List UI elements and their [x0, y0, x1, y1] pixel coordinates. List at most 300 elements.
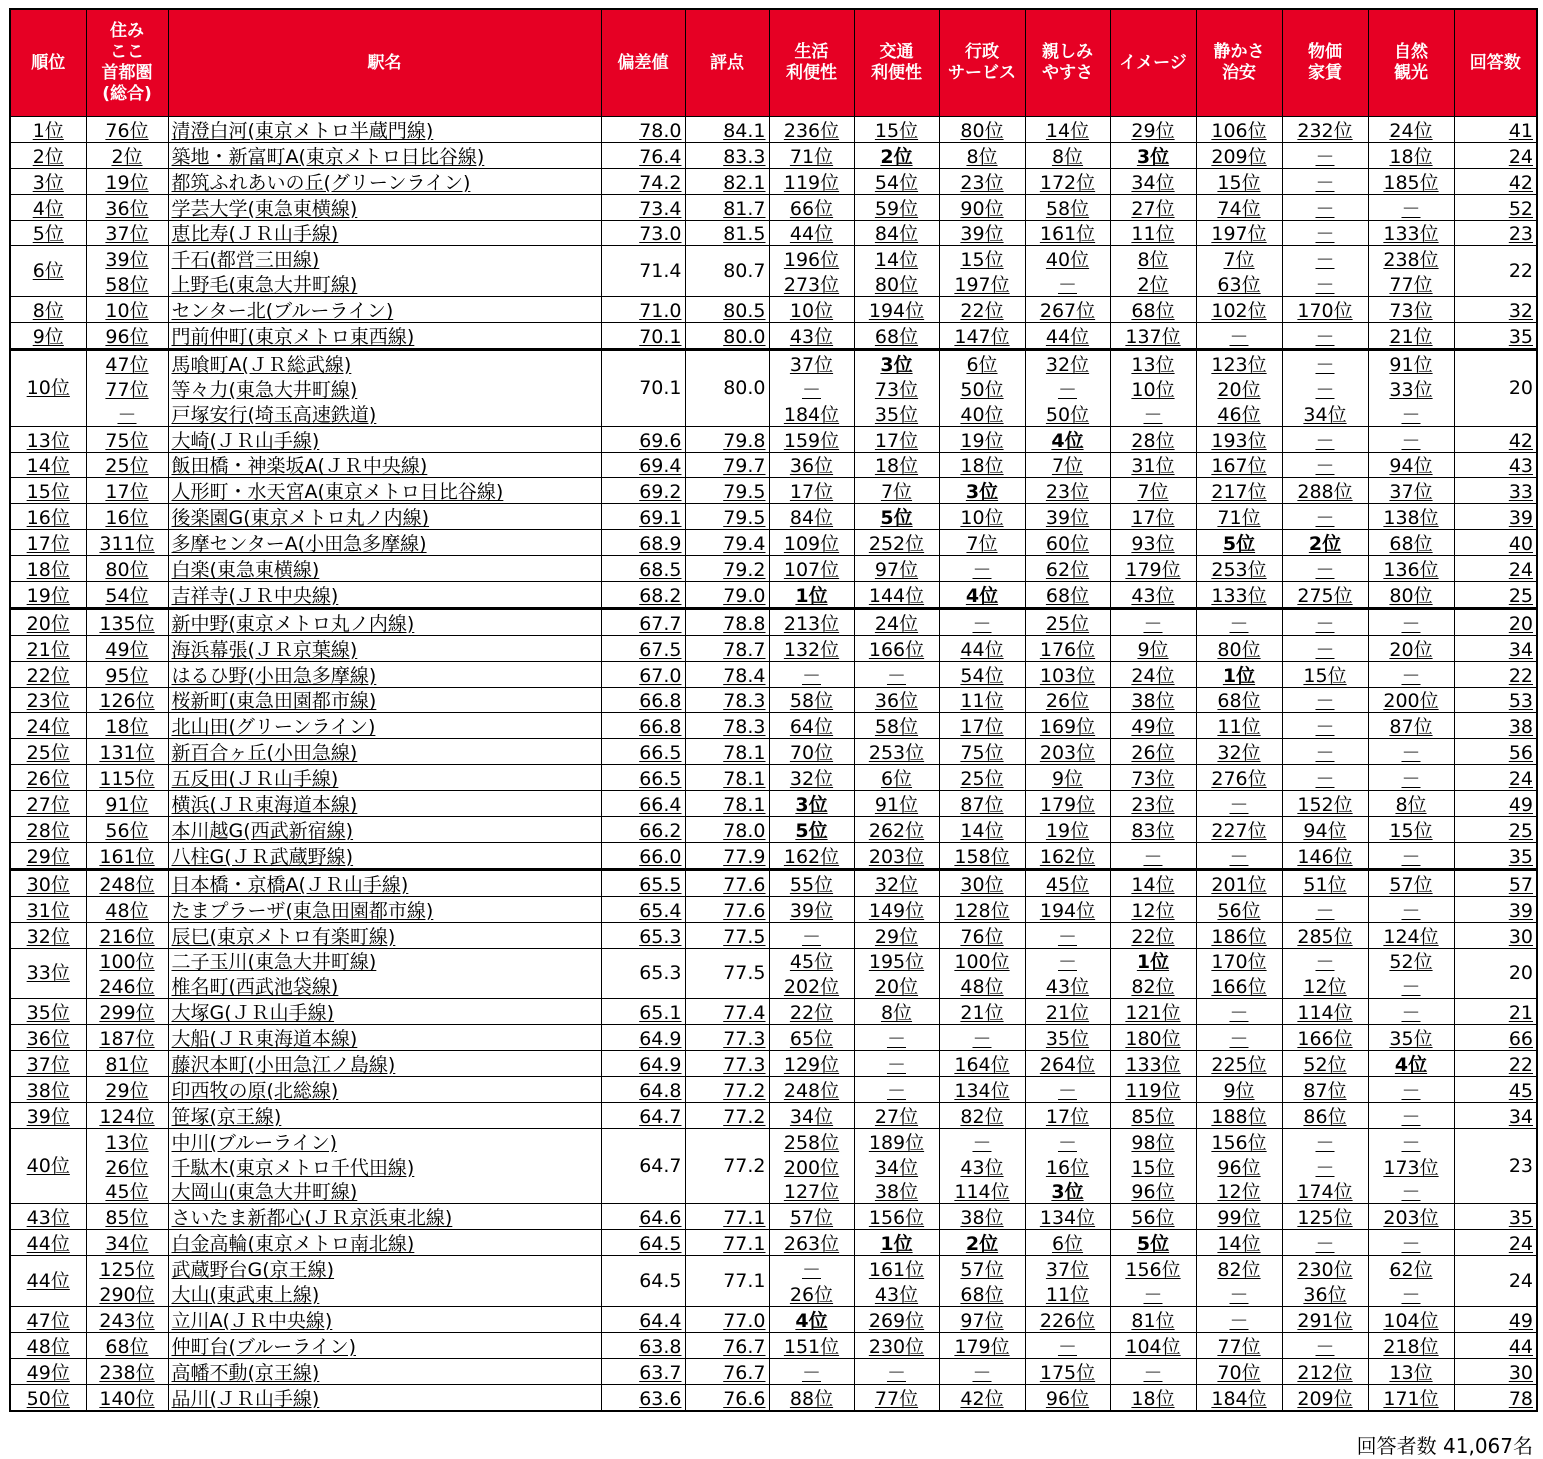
deviation-cell: 74.2 — [601, 168, 685, 194]
living-rank-cell: 263位 — [769, 1230, 854, 1256]
transport-rank-cell: 195位 — [854, 948, 939, 973]
living-rank-cell: 55位 — [769, 869, 854, 896]
friendly-rank-cell: 4位 — [1025, 426, 1110, 452]
admin-rank-cell: 3位 — [939, 478, 1025, 504]
image-rank-cell: 81位 — [1110, 1306, 1196, 1332]
transport-rank-cell: 3位 — [854, 350, 939, 376]
deviation-cell: 70.1 — [601, 323, 685, 350]
rank-cell: 23位 — [10, 687, 86, 713]
sumiko-rank-cell: 16位 — [86, 504, 168, 530]
deviation-cell: 66.5 — [601, 739, 685, 765]
admin-rank-cell: 15位 — [939, 246, 1025, 271]
image-rank-cell: 73位 — [1110, 765, 1196, 791]
nature-rank-cell: － — [1368, 842, 1454, 869]
deviation-cell: 67.5 — [601, 635, 685, 661]
station-name-cell: 笹塚(京王線) — [168, 1102, 601, 1128]
sumiko-rank-cell: 26位 — [86, 1154, 168, 1179]
answers-cell: 78 — [1454, 1384, 1537, 1410]
score-cell: 80.0 — [685, 350, 769, 427]
friendly-rank-cell: － — [1025, 376, 1110, 401]
nature-rank-cell: － — [1368, 1102, 1454, 1128]
answers-cell: 30 — [1454, 922, 1537, 948]
station-name-cell: 海浜幕張(ＪＲ京葉線) — [168, 635, 601, 661]
admin-rank-cell: 38位 — [939, 1204, 1025, 1230]
friendly-rank-cell: 3位 — [1025, 1179, 1110, 1204]
friendly-rank-cell: 8位 — [1025, 142, 1110, 168]
rank-cell: 26位 — [10, 765, 86, 791]
friendly-rank-cell: 16位 — [1025, 1154, 1110, 1179]
quiet-rank-cell: 46位 — [1196, 401, 1282, 426]
price-rank-cell: 94位 — [1282, 817, 1368, 843]
quiet-rank-cell: 170位 — [1196, 948, 1282, 973]
station-name-cell: 都筑ふれあいの丘(グリーンライン) — [168, 168, 601, 194]
transport-rank-cell: 161位 — [854, 1256, 939, 1281]
nature-rank-cell: 91位 — [1368, 350, 1454, 376]
table-row — [10, 687, 1537, 713]
friendly-rank-cell: 40位 — [1025, 246, 1110, 271]
price-rank-cell: 285位 — [1282, 922, 1368, 948]
sumiko-rank-cell: 299位 — [86, 999, 168, 1025]
table-row — [10, 271, 1537, 296]
living-rank-cell: 71位 — [769, 142, 854, 168]
friendly-rank-cell: － — [1025, 271, 1110, 296]
rank-cell: 31位 — [10, 896, 86, 922]
rank-cell: 10位 — [10, 350, 86, 427]
admin-rank-cell: 6位 — [939, 350, 1025, 376]
price-rank-cell: 166位 — [1282, 1025, 1368, 1051]
image-rank-cell: － — [1110, 1281, 1196, 1306]
nature-rank-cell: 94位 — [1368, 452, 1454, 478]
sumiko-rank-cell: 187位 — [86, 1025, 168, 1051]
admin-rank-cell: 40位 — [939, 401, 1025, 426]
image-rank-cell: 5位 — [1110, 1230, 1196, 1256]
table-row — [10, 765, 1537, 791]
answers-cell: 41 — [1454, 117, 1537, 143]
sumiko-rank-cell: 47位 — [86, 350, 168, 376]
station-name-cell: 千石(都営三田線) — [168, 246, 601, 271]
transport-rank-cell: 230位 — [854, 1332, 939, 1358]
friendly-rank-cell: 96位 — [1025, 1384, 1110, 1410]
header-station: 駅名 — [168, 9, 601, 117]
nature-rank-cell: 35位 — [1368, 1025, 1454, 1051]
quiet-rank-cell: － — [1196, 1281, 1282, 1306]
header-price-rent: 物価 家賃 — [1282, 9, 1368, 117]
rank-cell: 28位 — [10, 817, 86, 843]
transport-rank-cell: 5位 — [854, 504, 939, 530]
image-rank-cell: － — [1110, 1358, 1196, 1384]
rank-cell: 21位 — [10, 635, 86, 661]
station-name-cell: 大岡山(東急大井町線) — [168, 1179, 601, 1204]
header-image: イメージ — [1110, 9, 1196, 117]
rank-cell: 33位 — [10, 948, 86, 999]
header-sumiko-overall: 住み ここ 首都圏 (総合) — [86, 9, 168, 117]
station-name-cell: 大船(ＪＲ東海道本線) — [168, 1025, 601, 1051]
transport-rank-cell: 32位 — [854, 869, 939, 896]
price-rank-cell: － — [1282, 271, 1368, 296]
sumiko-rank-cell: 124位 — [86, 1102, 168, 1128]
living-rank-cell: － — [769, 376, 854, 401]
quiet-rank-cell: 70位 — [1196, 1358, 1282, 1384]
table-row — [10, 1128, 1537, 1153]
transport-rank-cell: － — [854, 1051, 939, 1077]
price-rank-cell: － — [1282, 168, 1368, 194]
header-admin-service: 行政 サービス — [939, 9, 1025, 117]
header-quiet-safety: 静かさ 治安 — [1196, 9, 1282, 117]
quiet-rank-cell: 197位 — [1196, 220, 1282, 246]
nature-rank-cell: 18位 — [1368, 142, 1454, 168]
nature-rank-cell: 57位 — [1368, 869, 1454, 896]
sumiko-rank-cell: 17位 — [86, 478, 168, 504]
quiet-rank-cell: 188位 — [1196, 1102, 1282, 1128]
answers-cell: 44 — [1454, 1332, 1537, 1358]
nature-rank-cell: － — [1368, 661, 1454, 687]
transport-rank-cell: 194位 — [854, 297, 939, 323]
sumiko-rank-cell: 36位 — [86, 194, 168, 220]
price-rank-cell: 36位 — [1282, 1281, 1368, 1306]
price-rank-cell: － — [1282, 635, 1368, 661]
friendly-rank-cell: 7位 — [1025, 452, 1110, 478]
sumiko-rank-cell: 135位 — [86, 608, 168, 635]
transport-rank-cell: 97位 — [854, 556, 939, 582]
score-cell: 77.2 — [685, 1076, 769, 1102]
table-row — [10, 168, 1537, 194]
score-cell: 78.3 — [685, 687, 769, 713]
score-cell: 78.0 — [685, 817, 769, 843]
living-rank-cell: 258位 — [769, 1128, 854, 1153]
quiet-rank-cell: 68位 — [1196, 687, 1282, 713]
table-row — [10, 1051, 1537, 1077]
admin-rank-cell: 48位 — [939, 973, 1025, 998]
quiet-rank-cell: 11位 — [1196, 713, 1282, 739]
station-name-cell: 白金高輪(東京メトロ南北線) — [168, 1230, 601, 1256]
admin-rank-cell: － — [939, 1358, 1025, 1384]
admin-rank-cell: 39位 — [939, 220, 1025, 246]
station-name-cell: 立川A(ＪＲ中央線) — [168, 1306, 601, 1332]
header-transport-convenience: 交通 利便性 — [854, 9, 939, 117]
sumiko-rank-cell: 311位 — [86, 530, 168, 556]
answers-cell: 53 — [1454, 687, 1537, 713]
rank-cell: 39位 — [10, 1102, 86, 1128]
station-name-cell: 仲町台(ブルーライン) — [168, 1332, 601, 1358]
transport-rank-cell: 1位 — [854, 1230, 939, 1256]
station-name-cell: 馬喰町A(ＪＲ総武線) — [168, 350, 601, 376]
sumiko-rank-cell: 13位 — [86, 1128, 168, 1153]
nature-rank-cell: 173位 — [1368, 1154, 1454, 1179]
living-rank-cell: 3位 — [769, 791, 854, 817]
answers-cell: 24 — [1454, 1230, 1537, 1256]
transport-rank-cell: － — [854, 1025, 939, 1051]
station-name-cell: 学芸大学(東急東横線) — [168, 194, 601, 220]
friendly-rank-cell: 35位 — [1025, 1025, 1110, 1051]
quiet-rank-cell: 209位 — [1196, 142, 1282, 168]
living-rank-cell: 129位 — [769, 1051, 854, 1077]
transport-rank-cell: 38位 — [854, 1179, 939, 1204]
station-name-cell: 大山(東武東上線) — [168, 1281, 601, 1306]
sumiko-rank-cell: 25位 — [86, 452, 168, 478]
rank-cell: 49位 — [10, 1358, 86, 1384]
living-rank-cell: 200位 — [769, 1154, 854, 1179]
living-rank-cell: － — [769, 661, 854, 687]
answers-cell: 49 — [1454, 791, 1537, 817]
rank-cell: 17位 — [10, 530, 86, 556]
price-rank-cell: 291位 — [1282, 1306, 1368, 1332]
quiet-rank-cell: 74位 — [1196, 194, 1282, 220]
living-rank-cell: 159位 — [769, 426, 854, 452]
sumiko-rank-cell: 48位 — [86, 896, 168, 922]
image-rank-cell: 23位 — [1110, 791, 1196, 817]
station-name-cell: 門前仲町(東京メトロ東西線) — [168, 323, 601, 350]
admin-rank-cell: 114位 — [939, 1179, 1025, 1204]
image-rank-cell: 98位 — [1110, 1128, 1196, 1153]
friendly-rank-cell: 9位 — [1025, 765, 1110, 791]
image-rank-cell: 56位 — [1110, 1204, 1196, 1230]
quiet-rank-cell: 77位 — [1196, 1332, 1282, 1358]
quiet-rank-cell: － — [1196, 323, 1282, 350]
price-rank-cell: － — [1282, 608, 1368, 635]
station-name-cell: 後楽園G(東京メトロ丸ノ内線) — [168, 504, 601, 530]
price-rank-cell: 86位 — [1282, 1102, 1368, 1128]
nature-rank-cell: － — [1368, 1128, 1454, 1153]
answers-cell: 52 — [1454, 194, 1537, 220]
nature-rank-cell: 8位 — [1368, 791, 1454, 817]
answers-cell: 57 — [1454, 869, 1537, 896]
station-name-cell: 中川(ブルーライン) — [168, 1128, 601, 1153]
friendly-rank-cell: 32位 — [1025, 350, 1110, 376]
friendly-rank-cell: 194位 — [1025, 896, 1110, 922]
quiet-rank-cell: 99位 — [1196, 1204, 1282, 1230]
admin-rank-cell: 75位 — [939, 739, 1025, 765]
rank-cell: 47位 — [10, 1306, 86, 1332]
transport-rank-cell: 59位 — [854, 194, 939, 220]
nature-rank-cell: 138位 — [1368, 504, 1454, 530]
price-rank-cell: 2位 — [1282, 530, 1368, 556]
rank-cell: 2位 — [10, 142, 86, 168]
sumiko-rank-cell: 243位 — [86, 1306, 168, 1332]
admin-rank-cell: － — [939, 608, 1025, 635]
answers-cell: 39 — [1454, 896, 1537, 922]
answers-cell: 30 — [1454, 1358, 1537, 1384]
friendly-rank-cell: － — [1025, 1076, 1110, 1102]
station-name-cell: 等々力(東急大井町線) — [168, 376, 601, 401]
table-row — [10, 117, 1537, 143]
station-name-cell: はるひ野(小田急多摩線) — [168, 661, 601, 687]
answers-cell: 40 — [1454, 530, 1537, 556]
table-row — [10, 661, 1537, 687]
transport-rank-cell: － — [854, 661, 939, 687]
nature-rank-cell: 77位 — [1368, 271, 1454, 296]
friendly-rank-cell: 44位 — [1025, 323, 1110, 350]
table-row — [10, 1204, 1537, 1230]
price-rank-cell: 232位 — [1282, 117, 1368, 143]
admin-rank-cell: 50位 — [939, 376, 1025, 401]
friendly-rank-cell: 58位 — [1025, 194, 1110, 220]
nature-rank-cell: 104位 — [1368, 1306, 1454, 1332]
answers-cell: 21 — [1454, 999, 1537, 1025]
answers-cell: 35 — [1454, 1204, 1537, 1230]
friendly-rank-cell: 175位 — [1025, 1358, 1110, 1384]
image-rank-cell: 119位 — [1110, 1076, 1196, 1102]
price-rank-cell: 114位 — [1282, 999, 1368, 1025]
station-name-cell: 椎名町(西武池袋線) — [168, 973, 601, 998]
living-rank-cell: 36位 — [769, 452, 854, 478]
answers-cell: 42 — [1454, 168, 1537, 194]
price-rank-cell: 51位 — [1282, 869, 1368, 896]
rank-cell: 8位 — [10, 297, 86, 323]
quiet-rank-cell: 63位 — [1196, 271, 1282, 296]
score-cell: 78.7 — [685, 635, 769, 661]
admin-rank-cell: 23位 — [939, 168, 1025, 194]
deviation-cell: 66.4 — [601, 791, 685, 817]
admin-rank-cell: 80位 — [939, 117, 1025, 143]
price-rank-cell: 275位 — [1282, 582, 1368, 609]
quiet-rank-cell: － — [1196, 999, 1282, 1025]
station-name-cell: 吉祥寺(ＪＲ中央線) — [168, 582, 601, 609]
sumiko-rank-cell: 80位 — [86, 556, 168, 582]
transport-rank-cell: 18位 — [854, 452, 939, 478]
price-rank-cell: － — [1282, 194, 1368, 220]
quiet-rank-cell: 96位 — [1196, 1154, 1282, 1179]
answers-cell: 20 — [1454, 948, 1537, 999]
table-row — [10, 713, 1537, 739]
deviation-cell: 63.8 — [601, 1332, 685, 1358]
living-rank-cell: 22位 — [769, 999, 854, 1025]
friendly-rank-cell: 134位 — [1025, 1204, 1110, 1230]
admin-rank-cell: 11位 — [939, 687, 1025, 713]
nature-rank-cell: 37位 — [1368, 478, 1454, 504]
transport-rank-cell: 54位 — [854, 168, 939, 194]
image-rank-cell: 7位 — [1110, 478, 1196, 504]
nature-rank-cell: － — [1368, 1179, 1454, 1204]
score-cell: 78.1 — [685, 765, 769, 791]
quiet-rank-cell: 201位 — [1196, 869, 1282, 896]
quiet-rank-cell: － — [1196, 842, 1282, 869]
transport-rank-cell: 6位 — [854, 765, 939, 791]
image-rank-cell: 8位 — [1110, 246, 1196, 271]
deviation-cell: 68.5 — [601, 556, 685, 582]
score-cell: 80.5 — [685, 297, 769, 323]
header-score: 評点 — [685, 9, 769, 117]
image-rank-cell: 180位 — [1110, 1025, 1196, 1051]
transport-rank-cell: 29位 — [854, 922, 939, 948]
admin-rank-cell: 2位 — [939, 1230, 1025, 1256]
table-row — [10, 999, 1537, 1025]
sumiko-rank-cell: 37位 — [86, 220, 168, 246]
nature-rank-cell: 15位 — [1368, 817, 1454, 843]
image-rank-cell: 93位 — [1110, 530, 1196, 556]
transport-rank-cell: 253位 — [854, 739, 939, 765]
deviation-cell: 65.4 — [601, 896, 685, 922]
sumiko-rank-cell: 34位 — [86, 1230, 168, 1256]
answers-cell: 20 — [1454, 350, 1537, 427]
transport-rank-cell: － — [854, 1076, 939, 1102]
price-rank-cell: 170位 — [1282, 297, 1368, 323]
deviation-cell: 64.7 — [601, 1102, 685, 1128]
image-rank-cell: 104位 — [1110, 1332, 1196, 1358]
sumiko-rank-cell: 126位 — [86, 687, 168, 713]
table-body — [10, 117, 1537, 1411]
image-rank-cell: 22位 — [1110, 922, 1196, 948]
transport-rank-cell: 203位 — [854, 842, 939, 869]
sumiko-rank-cell: 58位 — [86, 271, 168, 296]
transport-rank-cell: 156位 — [854, 1204, 939, 1230]
nature-rank-cell: － — [1368, 1076, 1454, 1102]
image-rank-cell: 43位 — [1110, 582, 1196, 609]
score-cell: 77.5 — [685, 948, 769, 999]
sumiko-rank-cell: 216位 — [86, 922, 168, 948]
friendly-rank-cell: 179位 — [1025, 791, 1110, 817]
score-cell: 82.1 — [685, 168, 769, 194]
answers-cell: 34 — [1454, 1102, 1537, 1128]
station-name-cell: 人形町・水天宮A(東京メトロ日比谷線) — [168, 478, 601, 504]
rank-cell: 48位 — [10, 1332, 86, 1358]
quiet-rank-cell: 82位 — [1196, 1256, 1282, 1281]
admin-rank-cell: － — [939, 556, 1025, 582]
score-cell: 77.1 — [685, 1230, 769, 1256]
price-rank-cell: 146位 — [1282, 842, 1368, 869]
nature-rank-cell: － — [1368, 1230, 1454, 1256]
living-rank-cell: 196位 — [769, 246, 854, 271]
price-rank-cell: 230位 — [1282, 1256, 1368, 1281]
transport-rank-cell: 269位 — [854, 1306, 939, 1332]
answers-cell: 24 — [1454, 142, 1537, 168]
deviation-cell: 71.0 — [601, 297, 685, 323]
rank-cell: 30位 — [10, 869, 86, 896]
price-rank-cell: 212位 — [1282, 1358, 1368, 1384]
score-cell: 77.1 — [685, 1256, 769, 1307]
score-cell: 77.5 — [685, 922, 769, 948]
deviation-cell: 68.9 — [601, 530, 685, 556]
header-nature-tourism: 自然 観光 — [1368, 9, 1454, 117]
header-friendliness: 親しみ やすさ — [1025, 9, 1110, 117]
quiet-rank-cell: 32位 — [1196, 739, 1282, 765]
score-cell: 79.4 — [685, 530, 769, 556]
admin-rank-cell: 128位 — [939, 896, 1025, 922]
answers-cell: 24 — [1454, 556, 1537, 582]
score-cell: 78.8 — [685, 608, 769, 635]
transport-rank-cell: 20位 — [854, 973, 939, 998]
price-rank-cell: 87位 — [1282, 1076, 1368, 1102]
admin-rank-cell: 179位 — [939, 1332, 1025, 1358]
rank-cell: 37位 — [10, 1051, 86, 1077]
header-answers: 回答数 — [1454, 9, 1537, 117]
answers-cell: 45 — [1454, 1076, 1537, 1102]
image-rank-cell: 121位 — [1110, 999, 1196, 1025]
image-rank-cell: 133位 — [1110, 1051, 1196, 1077]
transport-rank-cell: 91位 — [854, 791, 939, 817]
score-cell: 84.1 — [685, 117, 769, 143]
friendly-rank-cell: 264位 — [1025, 1051, 1110, 1077]
table-row — [10, 530, 1537, 556]
quiet-rank-cell: 9位 — [1196, 1076, 1282, 1102]
friendly-rank-cell: － — [1025, 922, 1110, 948]
score-cell: 77.1 — [685, 1204, 769, 1230]
image-rank-cell: 49位 — [1110, 713, 1196, 739]
station-name-cell: 新中野(東京メトロ丸ノ内線) — [168, 608, 601, 635]
price-rank-cell: － — [1282, 556, 1368, 582]
friendly-rank-cell: 23位 — [1025, 478, 1110, 504]
quiet-rank-cell: 106位 — [1196, 117, 1282, 143]
admin-rank-cell: 158位 — [939, 842, 1025, 869]
admin-rank-cell: 147位 — [939, 323, 1025, 350]
station-name-cell: 本川越G(西武新宿線) — [168, 817, 601, 843]
transport-rank-cell: 262位 — [854, 817, 939, 843]
sumiko-rank-cell: 161位 — [86, 842, 168, 869]
table-row — [10, 478, 1537, 504]
nature-rank-cell: － — [1368, 973, 1454, 998]
deviation-cell: 63.7 — [601, 1358, 685, 1384]
answers-cell: 22 — [1454, 661, 1537, 687]
quiet-rank-cell: 14位 — [1196, 1230, 1282, 1256]
